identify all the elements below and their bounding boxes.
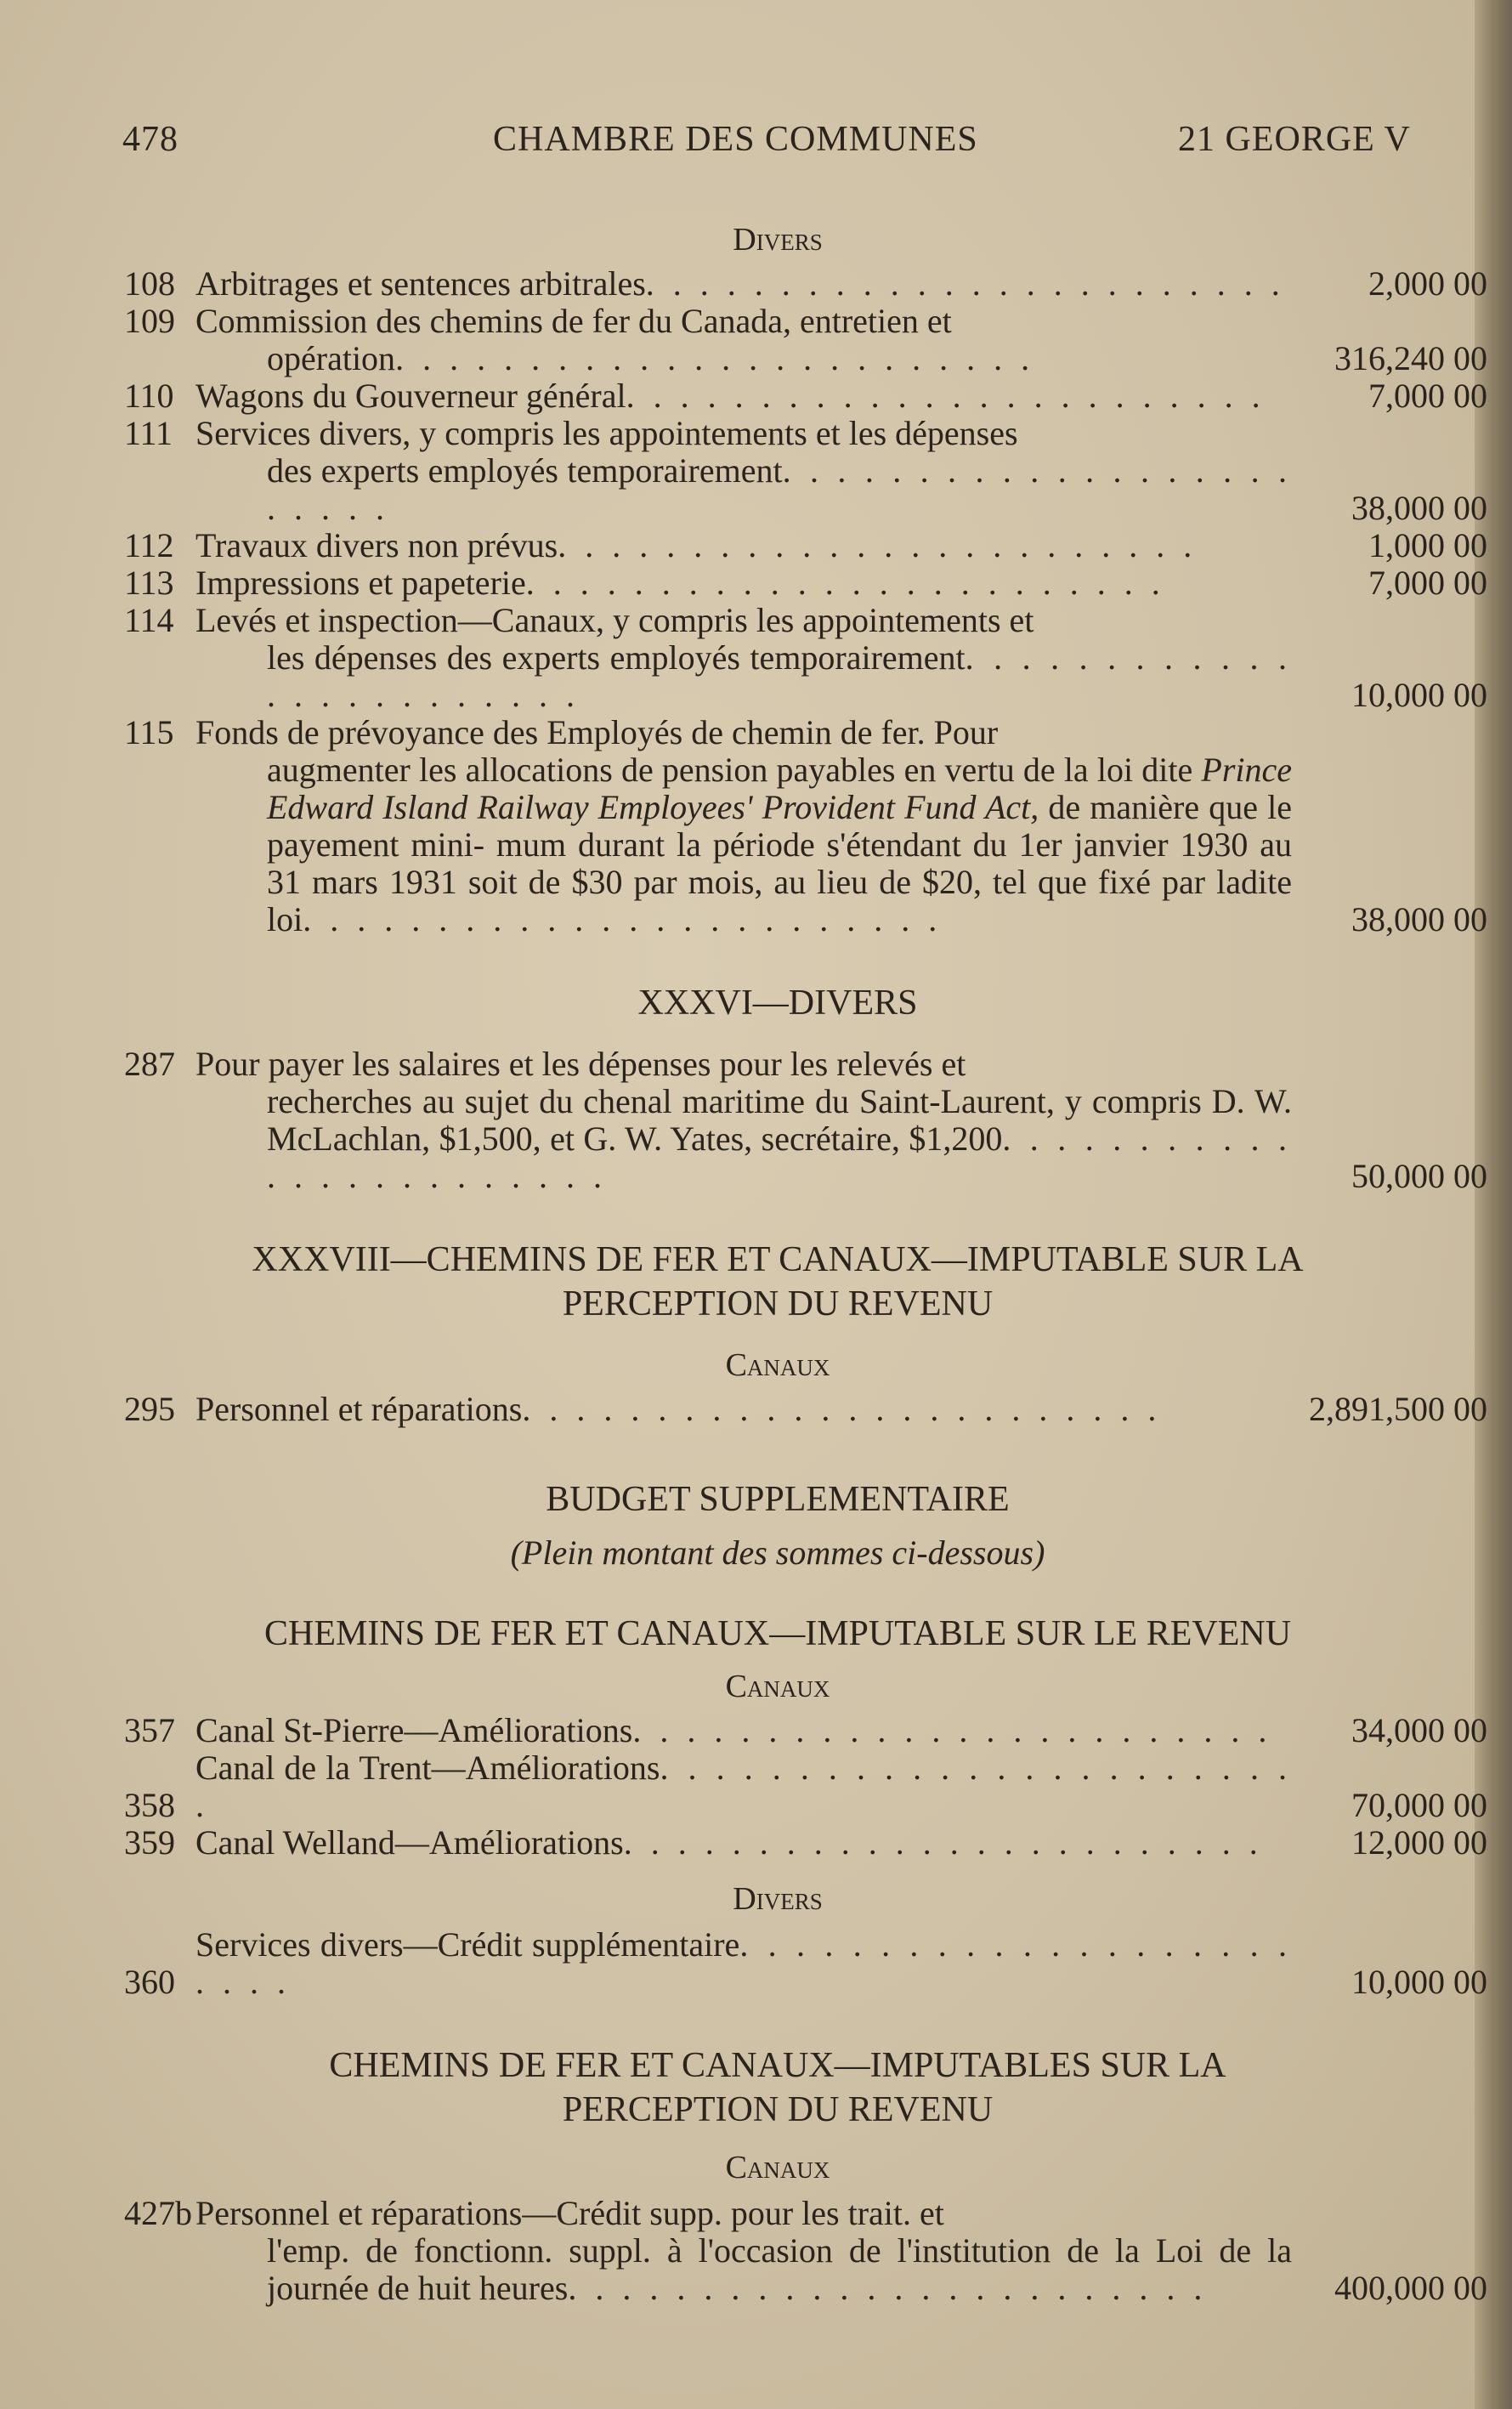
page-body	[110, 213, 1487, 2307]
amount: 7,000 00	[1368, 377, 1487, 415]
item-list-divers	[110, 264, 1487, 938]
item-113: 113 Impressions et papeterie. . . . . . . . . . . . . . . . . . . . . . . . 7,000 00	[124, 564, 1487, 602]
item-109: 109 Commission des chemins de fer du Canada, entretien et opération. . . . . . . . . . . . . . . . . . . . . . . . 316,240 00	[124, 302, 1487, 377]
item-287: 287 Pour payer les salaires et les dépenses pour les relevés et recherches au sujet du chenal maritime du Saint-Laurent, y compris D. W. McLachlan, $1,500, et G. W. Yates, secrétaire, $1,200. . . . . . . . . . . . . . . . . . . . . . . . 50,000 00	[124, 1045, 1487, 1195]
amount: 10,000 00	[1351, 1963, 1487, 2001]
subheading-divers: Divers	[733, 1881, 823, 1917]
item-427b: 427b Personnel et réparations—Crédit supp. pour les trait. et l'emp. de fonctionn. suppl. à l'occasion de l'institution de la Loi de la journée de huit heures. . . . . . . . . . . . . . . . . . . . . . . . 400,000 00	[124, 2194, 1487, 2307]
item-358: 358 Canal de la Trent—Améliorations. . . . . . . . . . . . . . . . . . . . . . . . 70,000 00	[124, 1749, 1487, 1824]
amount: 400,000 00	[1334, 2269, 1487, 2307]
amount: 10,000 00	[1351, 676, 1487, 714]
heading-budget: BUDGET SUPPLEMENTAIRE	[546, 1480, 1010, 1519]
amount: 7,000 00	[1368, 564, 1487, 602]
amount: 34,000 00	[1351, 1711, 1487, 1749]
item-list-canaux	[110, 1711, 1487, 1862]
item-357: 357 Canal St-Pierre—Améliorations. . . . . . . . . . . . . . . . . . . . . . . . 34,000 00	[124, 1711, 1487, 1749]
amount: 2,891,500 00	[1309, 1390, 1487, 1428]
running-title: CHAMBRE DES COMMUNES	[493, 120, 978, 159]
item-115: 115 Fonds de prévoyance des Employés de chemin de fer. Pour augmenter les allocations de pension payables en vertu de la loi dite Prince Edward Island Railway Employees' Provident Fund Act, de manière que le payement mini- mum durant la période s'étendant du 1er janvier 1930 au 31 mars 1931 soit de $30 par mois, au lieu de $20, tel que fixé par ladite loi. . . . . . . . . . . . . . . . . . . . . . . . 38,000 00	[124, 713, 1487, 938]
item-360: 360 Services divers—Crédit supplémentaire. . . . . . . . . . . . . . . . . . . . . . . . 10,000 00	[124, 1925, 1487, 2001]
heading-xxxviii: XXXVIII—CHEMINS DE FER ET CANAUX—IMPUTABLE SUR LA PERCEPTION DU REVENU	[252, 1240, 1304, 1324]
amount: 50,000 00	[1351, 1157, 1487, 1195]
amount: 12,000 00	[1351, 1823, 1487, 1862]
amount: 2,000 00	[1368, 264, 1487, 303]
subheading-canaux: Canaux	[725, 1347, 830, 1383]
item-359: 359 Canal Welland—Améliorations. . . . . . . . . . . . . . . . . . . . . . . . 12,000 00	[124, 1823, 1487, 1862]
heading-revenu: CHEMINS DE FER ET CANAUX—IMPUTABLE SUR LE REVENU	[263, 1614, 1292, 1653]
heading-xxxvi: XXXVI—DIVERS	[637, 983, 918, 1023]
amount: 316,240 00	[1334, 339, 1487, 377]
amount: 38,000 00	[1351, 900, 1487, 938]
subheading-canaux: Canaux	[725, 2150, 830, 2185]
amount: 70,000 00	[1351, 1786, 1487, 1824]
subheading-canaux: Canaux	[725, 1669, 830, 1704]
amount: 38,000 00	[1351, 489, 1487, 527]
heading-perception: CHEMINS DE FER ET CANAUX—IMPUTABLES SUR LA PERCEPTION DU REVENU	[329, 2046, 1226, 2129]
regnal-year: 21 GEORGE V	[1178, 120, 1411, 159]
subheading-divers: Divers	[733, 222, 823, 258]
amount: 1,000 00	[1368, 526, 1487, 564]
item-110: 110 Wagons du Gouverneur général. . . . . . . . . . . . . . . . . . . . . . . . 7,000 00	[124, 377, 1487, 415]
item-111: 111 Services divers, y compris les appointements et les dépenses des experts employés temporairement. . . . . . . . . . . . . . . . . . . . . . . . 38,000 00	[124, 414, 1487, 527]
budget-note: (Plein montant des sommes ci-dessous)	[510, 1533, 1045, 1572]
item-114: 114 Levés et inspection—Canaux, y compris les appointements et les dépenses des experts employés temporairement. . . . . . . . . . . . . . . . . . . . . . . . 10,000 00	[124, 601, 1487, 714]
item-108: 108 Arbitrages et sentences arbitrales. . . . . . . . . . . . . . . . . . . . . . . . 2,000 00	[124, 264, 1487, 303]
item-112: 112 Travaux divers non prévus. . . . . . . . . . . . . . . . . . . . . . . . 1,000 00	[124, 526, 1487, 564]
item-295: 295 Personnel et réparations. . . . . . . . . . . . . . . . . . . . . . . . 2,891,500 00	[124, 1390, 1487, 1428]
page-number: 478	[122, 120, 178, 159]
